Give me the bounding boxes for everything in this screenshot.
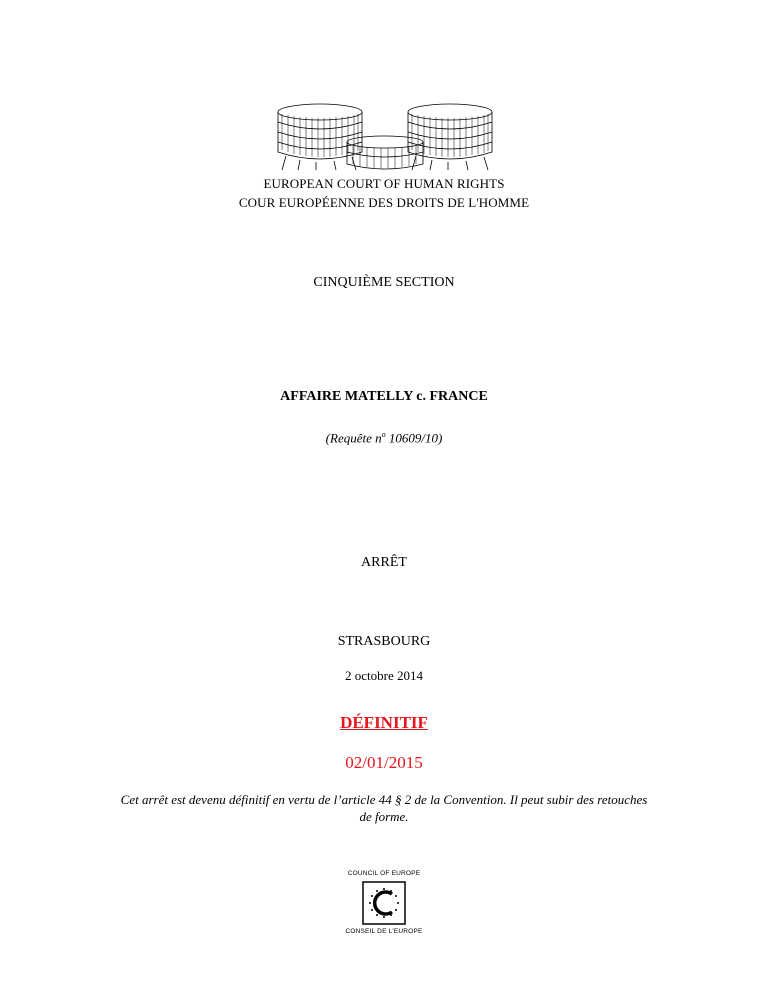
court-name-en: EUROPEAN COURT OF HUMAN RIGHTS <box>263 176 505 191</box>
council-emblem-icon <box>362 881 406 925</box>
application-sup: o <box>381 430 386 439</box>
application-prefix: (Requête n <box>325 430 382 446</box>
council-fr-label: CONSEIL DE L'EUROPE <box>345 928 423 935</box>
court-name-fr: COUR EUROPÉENNE DES DROITS DE L'HOMME <box>238 195 530 210</box>
application-number-value: 10609/10) <box>385 430 443 446</box>
finality-note: Cet arrêt est devenu définitif en vertu de l’article 44 § 2 de la Convention. Il peut subir des retouches de forme. <box>120 792 648 824</box>
judgment-city: STRASBOURG <box>337 634 431 649</box>
court-building-icon <box>272 100 498 172</box>
final-label: DÉFINITIF <box>340 713 428 732</box>
section-title: CINQUIÈME SECTION <box>313 275 455 290</box>
judgment-date: 2 octobre 2014 <box>345 668 423 683</box>
council-of-europe-logo-icon <box>342 870 426 936</box>
case-title: AFFAIRE MATELLY c. FRANCE <box>280 389 488 404</box>
final-date: 02/01/2015 <box>345 753 423 772</box>
council-en-label: COUNCIL OF EUROPE <box>347 870 421 877</box>
judgment-type: ARRÊT <box>361 555 407 570</box>
application-number <box>0 430 768 446</box>
